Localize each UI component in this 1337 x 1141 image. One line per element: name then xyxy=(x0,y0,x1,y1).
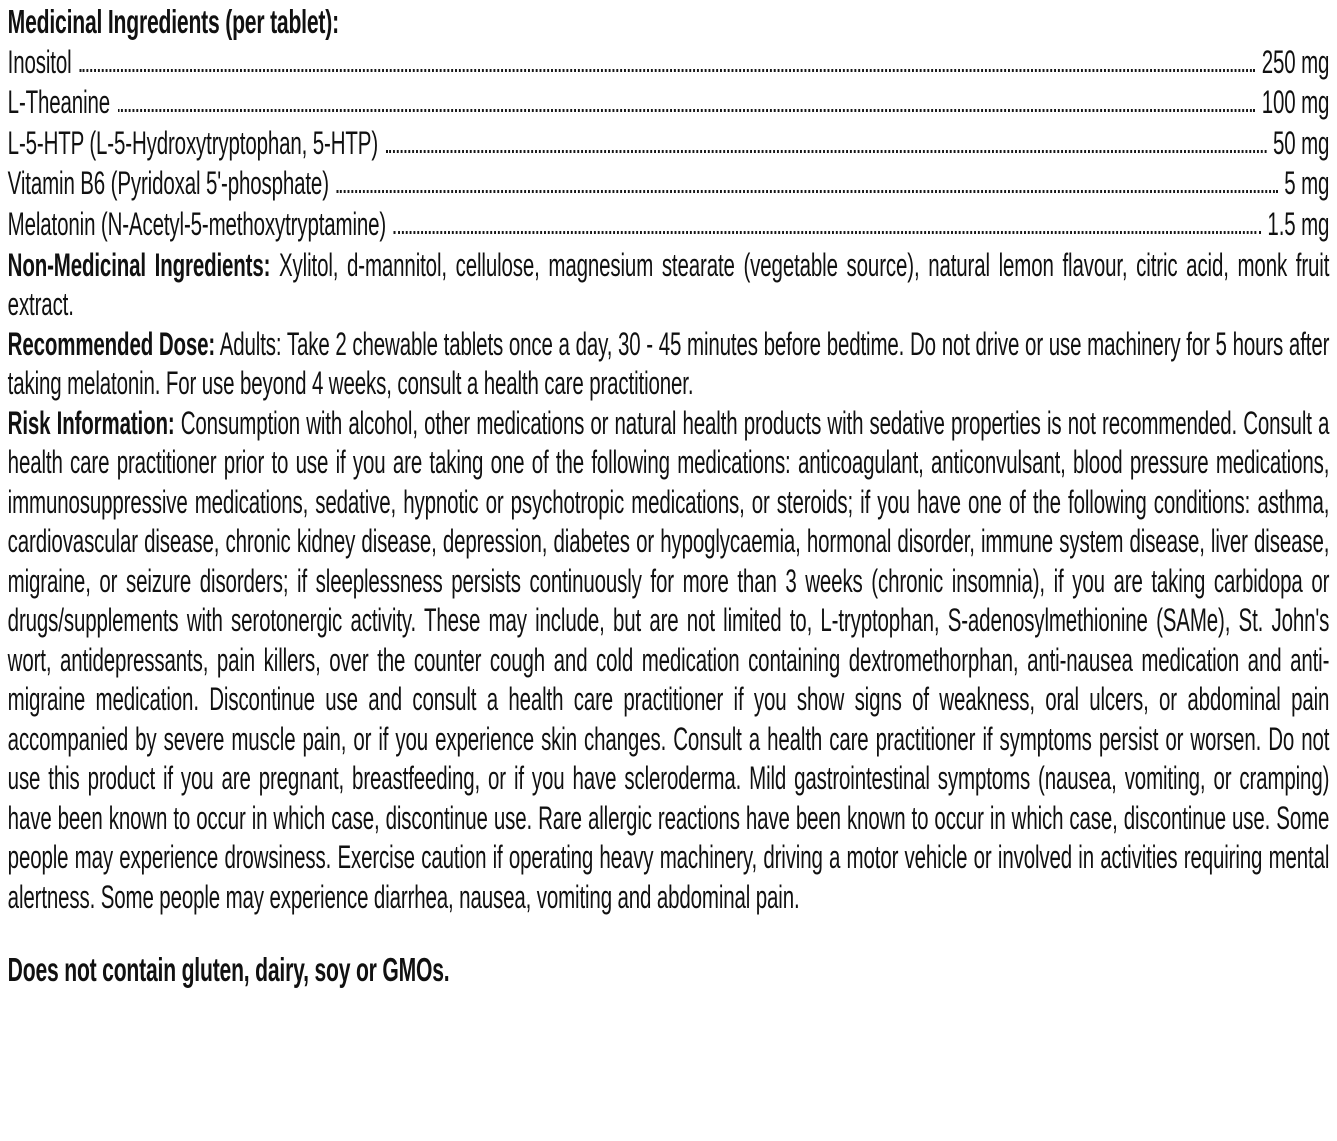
ingredient-row xyxy=(8,165,1330,205)
risk-information-paragraph xyxy=(8,404,1330,918)
ingredient-amount: 50 mg xyxy=(1272,124,1330,161)
recommended-dose-paragraph xyxy=(8,325,1330,404)
ingredient-amount: 250 mg xyxy=(1261,44,1330,80)
ingredient-row xyxy=(8,84,1330,124)
ingredient-amount: 1.5 mg xyxy=(1267,205,1330,242)
non-medicinal-ingredients-lead: Non-Medicinal Ingredients: xyxy=(7,246,271,283)
medicinal-ingredients-list xyxy=(8,44,1330,246)
dot-leader xyxy=(79,69,1255,72)
risk-information-text: Consumption with alcohol, other medications or natural health products with sedative properties is not recommended. Consult a health care practitioner prior to use if you are taking one of the following medications: anticoagulant, anticonvulsant, blood pressure medications, immunosuppressive medications, sedative, hypnotic or psychotropic medications, or steroids; if you have one of the following conditions: asthma, cardiovascular disease, chronic kidney disease, depression, diabetes or hypoglycaemia, hormonal disorder, immune system disease, liver disease, migraine, or seizure disorders; if sleeplessness persists continuously for more than 3 weeks (chronic insomnia), if you are taking carbidopa or drugs/supplements with serotonergic activity. These may include, but are not limited to, L-tryptophan, S-adenosylmethionine (SAMe), St. John's wort, antidepressants, pain killers, over the counter cough and cold medication containing dextromethorphan, anti-nausea medication and anti-migraine medication. Discontinue use and consult a health care practitioner if you show signs of weakness, oral ulcers, or abdominal pain accompanied by severe muscle pain, or if you experience skin changes. Consult a health care practitioner if symptoms persist or worsen. Do not use this product if you are pregnant, breastfeeding, or if you have scleroderma. Mild gastrointestinal symptoms (nausea, vomiting, or cramping) have been known to occur in which case, discontinue use. Rare allergic reactions have been known to occur in which case, discontinue use. Some people may experience drowsiness. Exercise caution if operating heavy machinery, driving a motor vehicle or involved in activities requiring mental alertness. Some people may experience diarrhea, nausea, vomiting and abdominal pain. xyxy=(7,404,1330,915)
ingredient-name: Inositol xyxy=(7,44,72,80)
ingredient-row xyxy=(8,125,1330,165)
non-medicinal-ingredients-text: Xylitol, d-mannitol, cellulose, magnesium stearate (vegetable source), natural lemon flavour, citric acid, monk fruit extract. xyxy=(7,246,1330,323)
dot-leader xyxy=(394,231,1261,234)
dot-leader xyxy=(386,150,1267,153)
ingredient-amount: 100 mg xyxy=(1261,84,1330,121)
ingredient-name: L-5-HTP (L-5-Hydroxytryptophan, 5-HTP) xyxy=(7,124,379,161)
ingredient-name: Vitamin B6 (Pyridoxal 5'-phosphate) xyxy=(7,165,329,202)
recommended-dose-text: Adults: Take 2 chewable tablets once a day, 30 - 45 minutes before bedtime. Do not drive or use machinery for 5 hours after taking melatonin. For use beyond 4 weeks, consult a health care practitioner. xyxy=(7,325,1330,402)
dot-leader xyxy=(337,190,1278,193)
ingredient-amount: 5 mg xyxy=(1284,165,1330,202)
risk-information-lead: Risk Information: xyxy=(7,404,175,441)
ingredient-name: L-Theanine xyxy=(7,84,111,121)
ingredient-row xyxy=(8,206,1330,246)
does-not-contain-statement: Does not contain gluten, dairy, soy or GMOs. xyxy=(7,951,450,989)
medicinal-ingredients-heading: Medicinal Ingredients (per tablet): xyxy=(7,3,339,40)
dot-leader xyxy=(118,109,1256,112)
recommended-dose-lead: Recommended Dose: xyxy=(7,325,216,362)
ingredient-row xyxy=(8,44,1330,84)
ingredient-name: Melatonin (N-Acetyl-5-methoxytryptamine) xyxy=(7,205,387,242)
non-medicinal-ingredients-paragraph xyxy=(8,246,1330,325)
